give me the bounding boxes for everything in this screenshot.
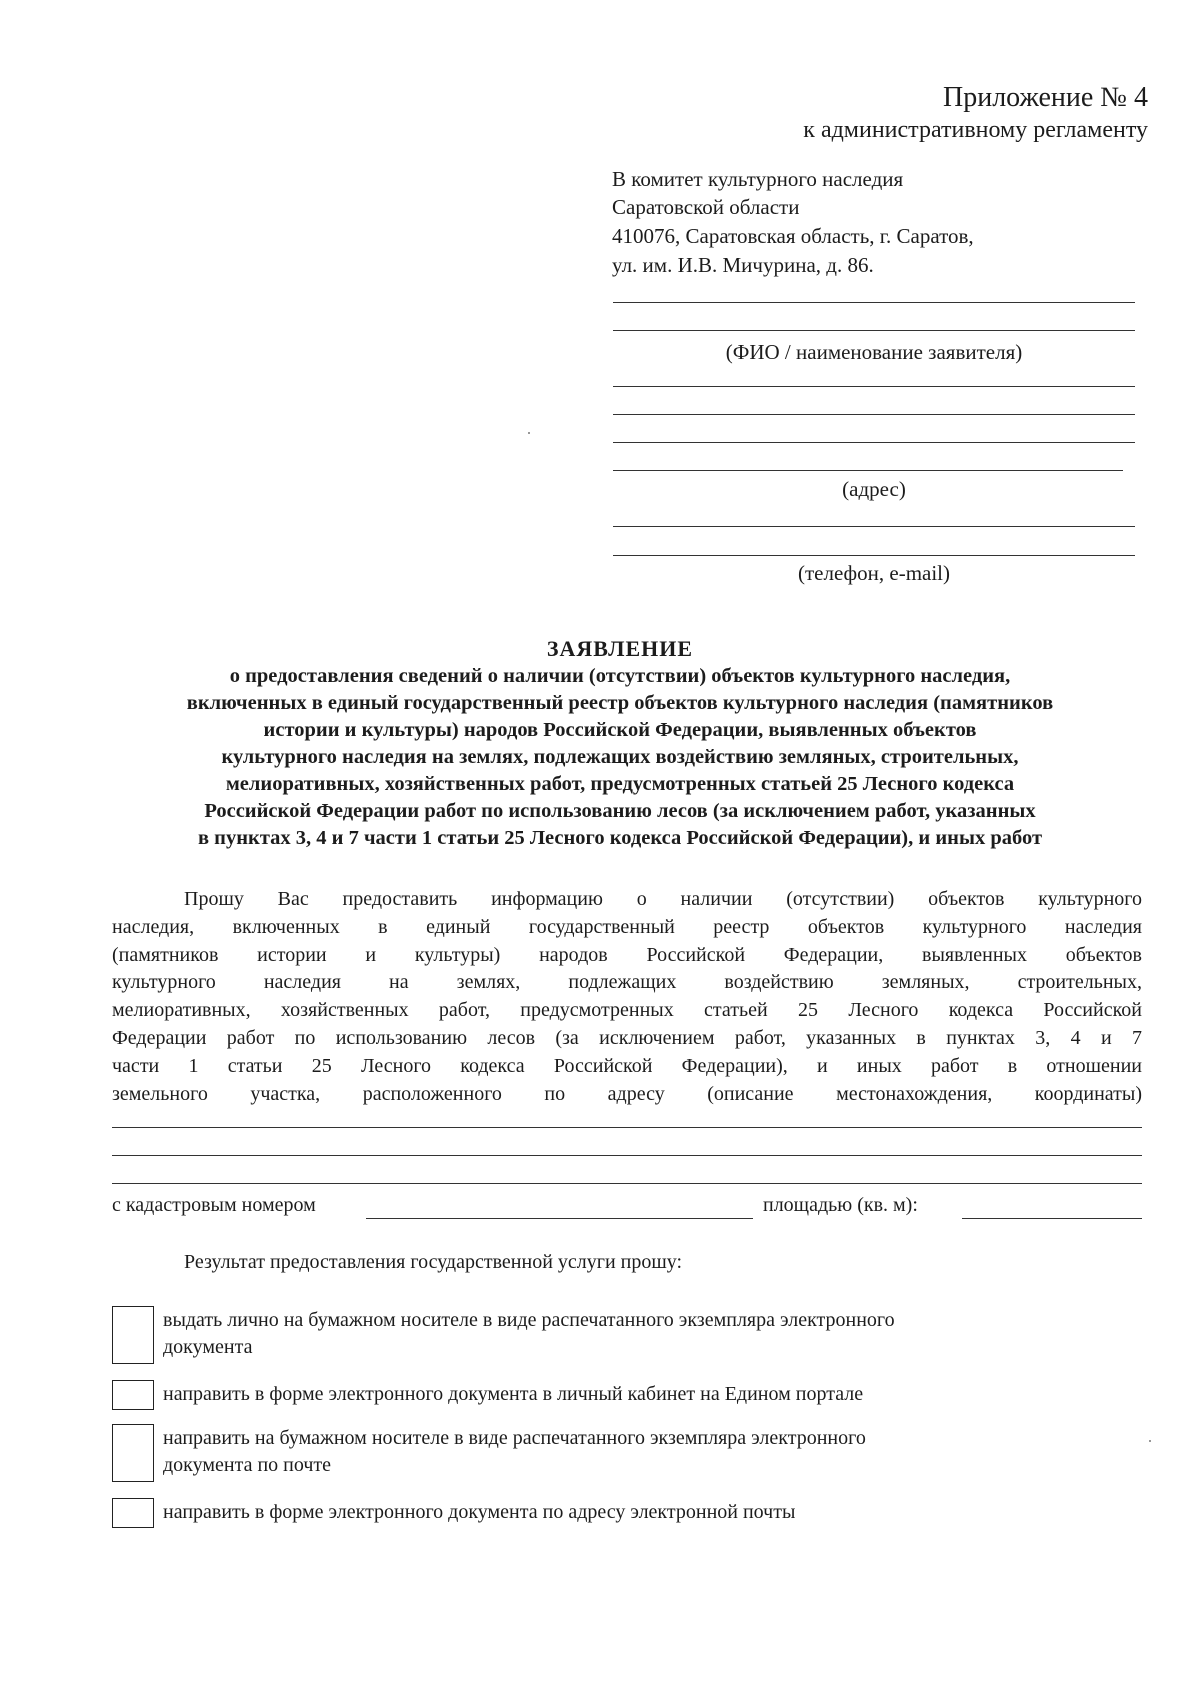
request-line: Федерации работ по использованию лесов (за исключением работ, указанных в пунктах 3, 4 и 7 <box>112 1026 1142 1049</box>
addressee-line: Саратовской области <box>612 195 800 219</box>
area-field[interactable] <box>962 1218 1142 1219</box>
statement-subject-line: истории и культуры) народов Российской Федерации, выявленных объектов <box>263 719 977 741</box>
applicant-contact-line[interactable] <box>613 526 1135 527</box>
statement-subject-line: Российской Федерации работ по использованию лесов (за исключением работ, указанных <box>204 800 1036 822</box>
applicant-address-caption: (адрес) <box>842 477 906 501</box>
cadastral-label: с кадастровым номером <box>112 1194 316 1216</box>
location-line[interactable] <box>112 1127 1142 1128</box>
applicant-address-line[interactable] <box>613 470 1123 471</box>
applicant-name-line[interactable] <box>613 302 1135 303</box>
option-label <box>163 1307 895 1361</box>
option-checkbox[interactable] <box>112 1424 154 1482</box>
option-checkbox[interactable] <box>112 1380 154 1410</box>
applicant-contact-caption: (телефон, e-mail) <box>797 561 951 585</box>
statement-subject-line: культурного наследия на землях, подлежащих воздействию земляных, строительных, <box>221 746 1019 768</box>
result-label: Результат предоставления государственной услуги прошу: <box>184 1251 683 1273</box>
option-checkbox[interactable] <box>112 1306 154 1364</box>
request-line: части 1 статьи 25 Лесного кодекса Российской Федерации), и иных работ в отношении <box>112 1054 1142 1077</box>
statement-subject-line: включенных в единый государственный реестр объектов культурного наследия (памятников <box>186 692 1054 714</box>
statement-subject-line: мелиоративных, хозяйственных работ, предусмотренных статьей 25 Лесного кодекса <box>225 773 1015 795</box>
option-label <box>163 1381 863 1408</box>
option-label <box>163 1425 866 1479</box>
option-label-line: направить в форме электронного документа по адресу электронной почты <box>163 1501 796 1523</box>
option-label <box>163 1499 795 1526</box>
cadastral-number-field[interactable] <box>366 1218 753 1219</box>
request-line: земельного участка, расположенного по адресу (описание местонахождения, координаты) <box>112 1082 1142 1105</box>
applicant-name-caption: (ФИО / наименование заявителя) <box>725 340 1023 364</box>
request-line: наследия, включенных в единый государственный реестр объектов культурного наследия <box>112 915 1142 938</box>
option-label-line: документа <box>163 1336 253 1358</box>
option-label-line: направить на бумажном носителе в виде распечатанного экземпляра электронного <box>163 1427 866 1449</box>
statement-title <box>100 635 1140 852</box>
area-label: площадью (кв. м): <box>763 1194 918 1216</box>
option-checkbox[interactable] <box>112 1498 154 1528</box>
addressee-line: В комитет культурного наследия <box>612 167 904 191</box>
option-label-line: выдать лично на бумажном носителе в виде распечатанного экземпляра электронного <box>163 1309 895 1331</box>
applicant-address-line[interactable] <box>613 442 1135 443</box>
applicant-address-line[interactable] <box>613 386 1135 387</box>
option-label-line: документа по почте <box>163 1454 332 1476</box>
request-line: культурного наследия на землях, подлежащих воздействию земляных, строительных, <box>112 971 1142 994</box>
statement-heading: ЗАЯВЛЕНИЕ <box>546 636 694 661</box>
request-line: мелиоративных, хозяйственных работ, предусмотренных статьей 25 Лесного кодекса Российской <box>112 999 1142 1022</box>
location-line[interactable] <box>112 1155 1142 1156</box>
addressee-line: ул. им. И.В. Мичурина, д. 86. <box>612 253 874 277</box>
request-paragraph <box>112 886 1142 1108</box>
applicant-name-line[interactable] <box>613 330 1135 331</box>
applicant-address-line[interactable] <box>613 414 1135 415</box>
scan-speck <box>528 432 530 434</box>
statement-subject-line: о предоставления сведений о наличии (отсутствии) объектов культурного наследия, <box>229 665 1011 687</box>
scan-speck <box>1149 1440 1151 1442</box>
option-label-line: направить в форме электронного документа в личный кабинет на Едином портале <box>163 1383 864 1405</box>
annex-subtitle: к административному регламенту <box>803 117 1148 143</box>
statement-subject-line: в пунктах 3, 4 и 7 части 1 статьи 25 Лесного кодекса Российской Федерации), и иных работ <box>197 827 1043 849</box>
location-line[interactable] <box>112 1183 1142 1184</box>
applicant-contact-line[interactable] <box>613 555 1135 556</box>
request-line: Прошу Вас предоставить информацию о наличии (отсутствии) объектов культурного <box>184 888 1142 910</box>
annex-title: Приложение № 4 <box>943 82 1148 113</box>
request-line: (памятников истории и культуры) народов Российской Федерации, выявленных объектов <box>112 943 1142 966</box>
addressee-line: 410076, Саратовская область, г. Саратов, <box>612 224 974 248</box>
